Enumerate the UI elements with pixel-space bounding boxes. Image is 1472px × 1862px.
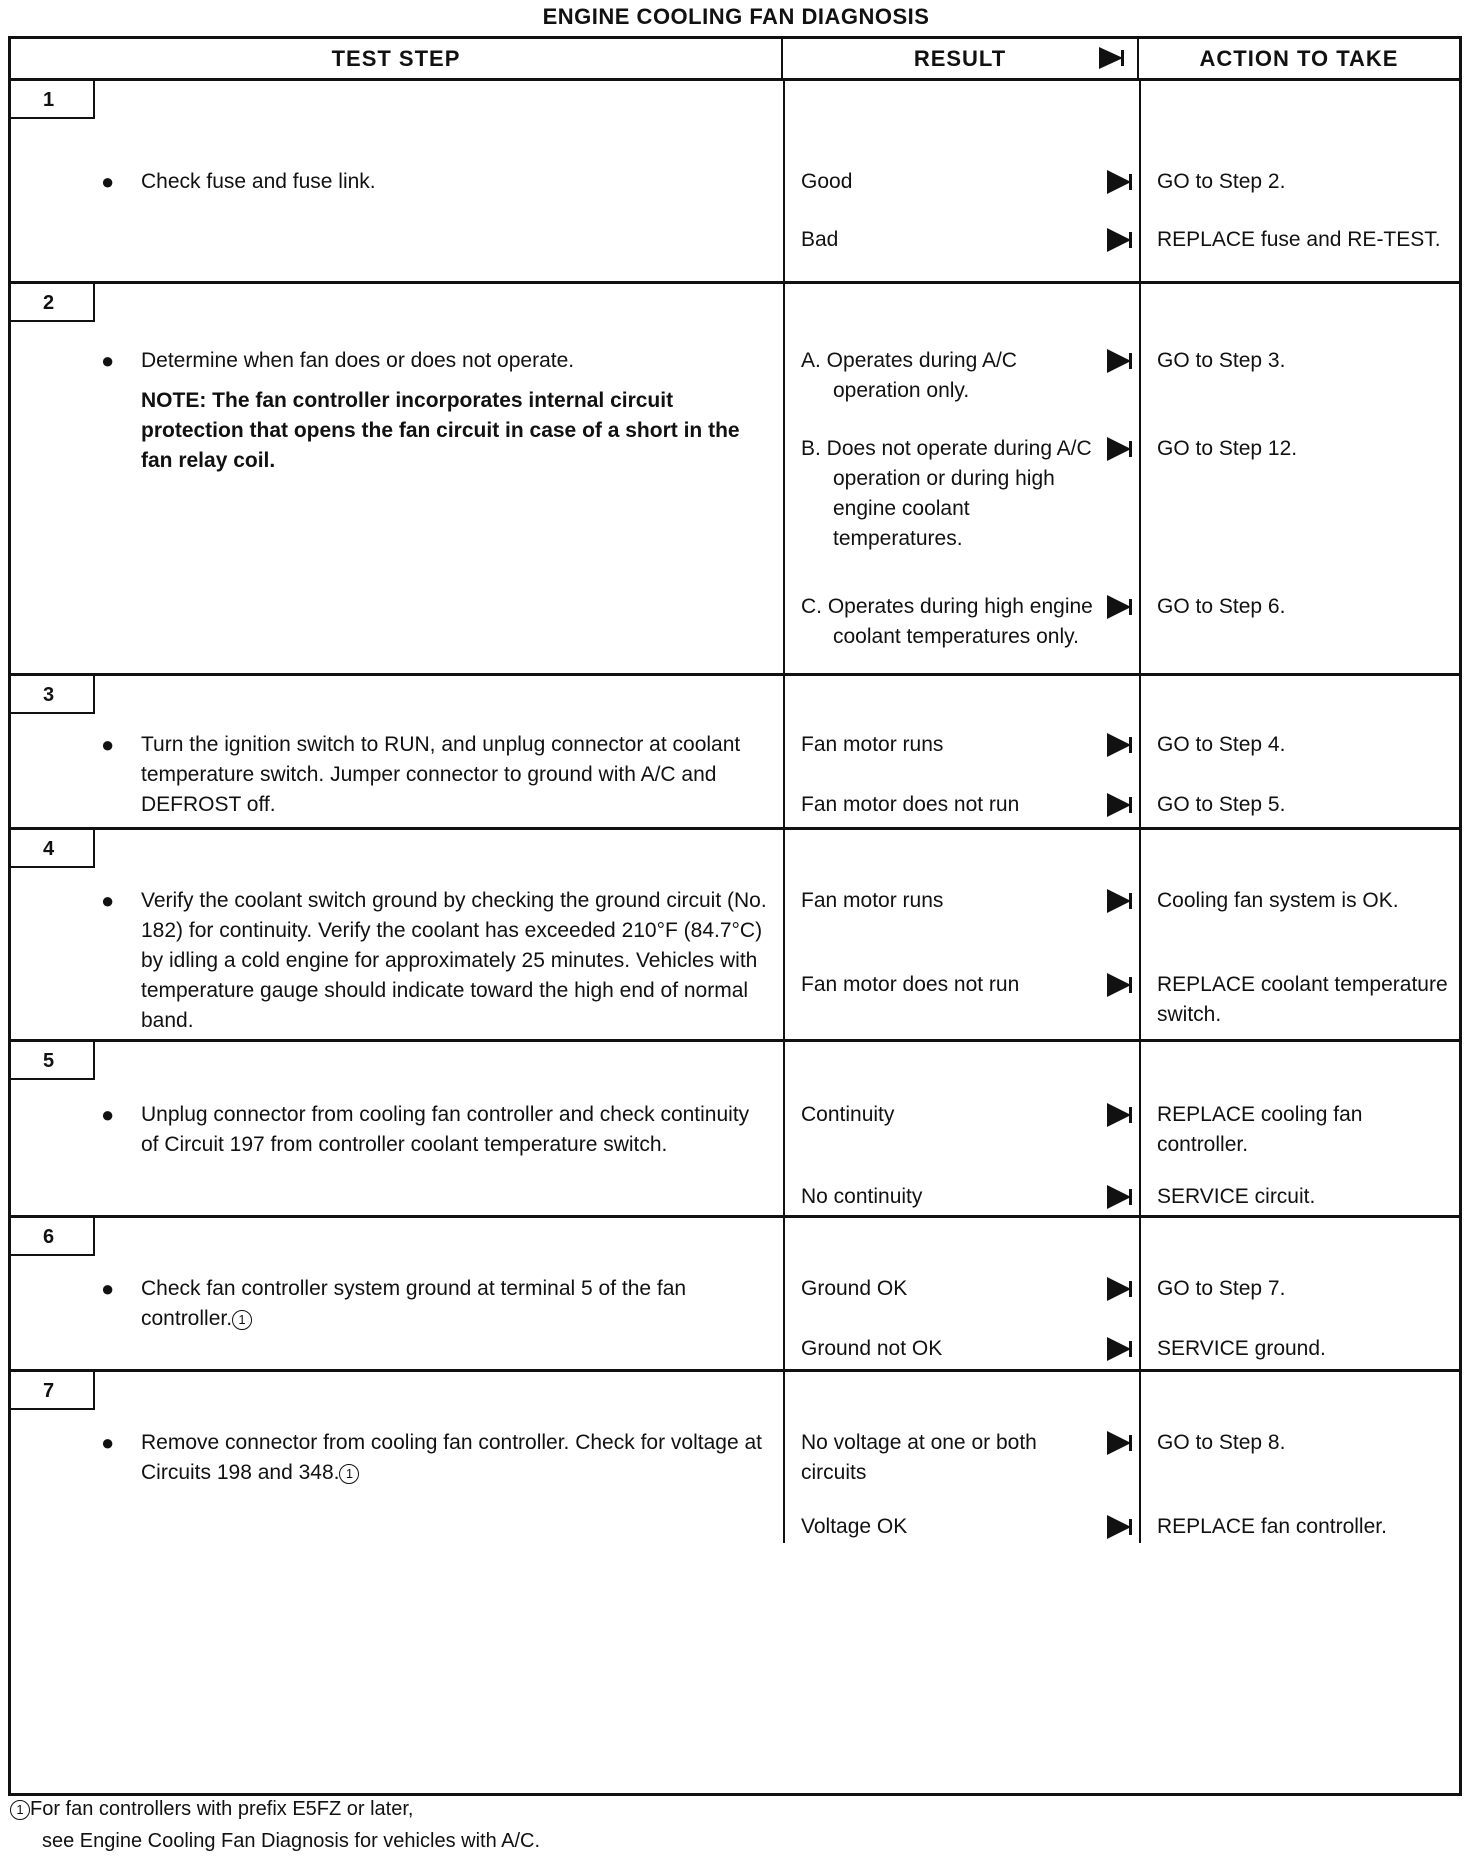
step-instruction: ● Unplug connector from cooling fan controller and check continuity of Circuit 197 from controller coolant temperature switch. bbox=[101, 1102, 750, 1156]
bullet-icon: ● bbox=[101, 348, 115, 373]
result-text: Continuity bbox=[801, 1103, 895, 1126]
footnote-line-2: see Engine Cooling Fan Diagnosis for vehicles with A/C. bbox=[42, 1830, 541, 1852]
step-instruction: ● Remove connector from cooling fan controller. Check for voltage at Circuits 198 and 348. 1 bbox=[101, 1430, 762, 1484]
header-action: ACTION TO TAKE bbox=[1199, 45, 1399, 71]
arrow-icon bbox=[1103, 1430, 1139, 1456]
step-instruction: ● Check fan controller system ground at terminal 5 of the fan controller. 1 bbox=[101, 1276, 687, 1330]
step-number: 7 bbox=[11, 1372, 95, 1410]
page-title: ENGINE COOLING FAN DIAGNOSIS bbox=[542, 4, 930, 29]
arrow-icon bbox=[1103, 1184, 1139, 1210]
bullet-icon: ● bbox=[101, 1430, 115, 1455]
bullet-icon: ● bbox=[101, 888, 115, 913]
arrow-icon bbox=[1103, 888, 1139, 914]
step-instruction: ● Determine when fan does or does not operate. bbox=[109, 346, 769, 376]
step-number: 1 bbox=[11, 81, 95, 119]
arrow-icon bbox=[1103, 436, 1139, 462]
arrow-icon bbox=[1103, 594, 1139, 620]
result-text: A. Operates during A/C operation only. bbox=[801, 349, 1017, 402]
bullet-icon: ● bbox=[101, 1276, 115, 1301]
step-number: 3 bbox=[11, 676, 95, 714]
result-text: Fan motor does not run bbox=[801, 973, 1020, 996]
step-instruction: ● Check fuse and fuse link. bbox=[109, 167, 769, 197]
step-row-3 bbox=[11, 673, 1459, 827]
arrow-icon bbox=[1103, 972, 1139, 998]
result-text: Ground OK bbox=[801, 1277, 908, 1300]
action-text: GO to Step 4. bbox=[1157, 733, 1286, 756]
action-text: GO to Step 7. bbox=[1157, 1277, 1286, 1300]
arrow-icon bbox=[1103, 792, 1139, 818]
result-text: Voltage OK bbox=[801, 1515, 908, 1538]
step-row-5 bbox=[11, 1039, 1459, 1215]
step-note: NOTE: The fan controller incorporates internal circuit protection that opens the fan circuit in case of a short in the fan relay coil. bbox=[141, 389, 740, 472]
footnote-mark: 1 bbox=[10, 1800, 30, 1820]
arrow-icon bbox=[1103, 1336, 1139, 1362]
result-text: B. Does not operate during A/C operation or during high engine coolant temperatures. bbox=[801, 437, 1092, 550]
step-row-2 bbox=[11, 281, 1459, 673]
result-text: Bad bbox=[801, 228, 839, 251]
bullet-icon: ● bbox=[101, 1102, 115, 1127]
bullet-icon: ● bbox=[101, 169, 115, 194]
step-row-4 bbox=[11, 827, 1459, 1039]
action-text: SERVICE circuit. bbox=[1157, 1185, 1316, 1208]
footnote-mark: 1 bbox=[232, 1310, 252, 1330]
arrow-icon bbox=[1103, 169, 1139, 195]
action-text: Cooling fan system is OK. bbox=[1157, 889, 1399, 912]
arrow-icon bbox=[1103, 732, 1139, 758]
step-number: 2 bbox=[11, 284, 95, 322]
action-text: GO to Step 5. bbox=[1157, 793, 1286, 816]
result-text: Fan motor runs bbox=[801, 889, 944, 912]
step-number: 5 bbox=[11, 1042, 95, 1080]
action-text: GO to Step 8. bbox=[1157, 1431, 1286, 1454]
arrow-icon bbox=[1103, 1102, 1139, 1128]
action-text: GO to Step 6. bbox=[1157, 595, 1286, 618]
bullet-icon: ● bbox=[101, 732, 115, 757]
step-instruction: ● Verify the coolant switch ground by checking the ground circuit (No. 182) for continuity. Verify the coolant has exceeded 210°F (84.7°C) by idling a cold engine for approximately 25 minutes. Vehicles with temperature gauge should indicate toward the high end of normal band. bbox=[101, 888, 767, 1032]
step-row-6 bbox=[11, 1215, 1459, 1369]
action-text: GO to Step 2. bbox=[1157, 170, 1286, 193]
step-row-1 bbox=[11, 81, 1459, 281]
footnote-mark: 1 bbox=[339, 1464, 359, 1484]
arrow-icon bbox=[1103, 227, 1139, 253]
result-text: Good bbox=[801, 170, 853, 193]
table-header bbox=[11, 39, 1459, 81]
arrow-icon bbox=[1103, 1514, 1139, 1540]
action-text: GO to Step 3. bbox=[1157, 349, 1286, 372]
action-text: REPLACE coolant temperature switch. bbox=[1157, 973, 1448, 1026]
arrow-icon bbox=[1103, 348, 1139, 374]
result-text: No continuity bbox=[801, 1185, 923, 1208]
arrow-icon bbox=[1103, 1276, 1139, 1302]
arrow-icon bbox=[1095, 46, 1131, 72]
action-text: REPLACE fuse and RE-TEST. bbox=[1157, 228, 1441, 251]
action-text: REPLACE fan controller. bbox=[1157, 1515, 1387, 1538]
step-instruction: ● Turn the ignition switch to RUN, and unplug connector at coolant temperature switch. Jumper connector to ground with A/C and DEFROST off. bbox=[101, 732, 741, 816]
result-text: C. Operates during high engine coolant temperatures only. bbox=[801, 595, 1093, 648]
step-number: 6 bbox=[11, 1218, 95, 1256]
footnote-line-1: 1 For fan controllers with prefix E5FZ or later, bbox=[10, 1794, 1410, 1824]
result-text: Fan motor does not run bbox=[801, 793, 1020, 816]
action-text: REPLACE cooling fan controller. bbox=[1157, 1103, 1363, 1156]
diagnosis-table bbox=[8, 36, 1462, 1796]
step-row-7 bbox=[11, 1369, 1459, 1793]
step-number: 4 bbox=[11, 830, 95, 868]
result-text: No voltage at one or both circuits bbox=[801, 1431, 1037, 1484]
result-text: Ground not OK bbox=[801, 1337, 943, 1360]
action-text: SERVICE ground. bbox=[1157, 1337, 1326, 1360]
result-text: Fan motor runs bbox=[801, 733, 944, 756]
header-result bbox=[783, 39, 1139, 78]
header-result-label: RESULT bbox=[913, 45, 1007, 71]
header-test-step: TEST STEP bbox=[11, 39, 783, 78]
action-text: GO to Step 12. bbox=[1157, 437, 1298, 460]
